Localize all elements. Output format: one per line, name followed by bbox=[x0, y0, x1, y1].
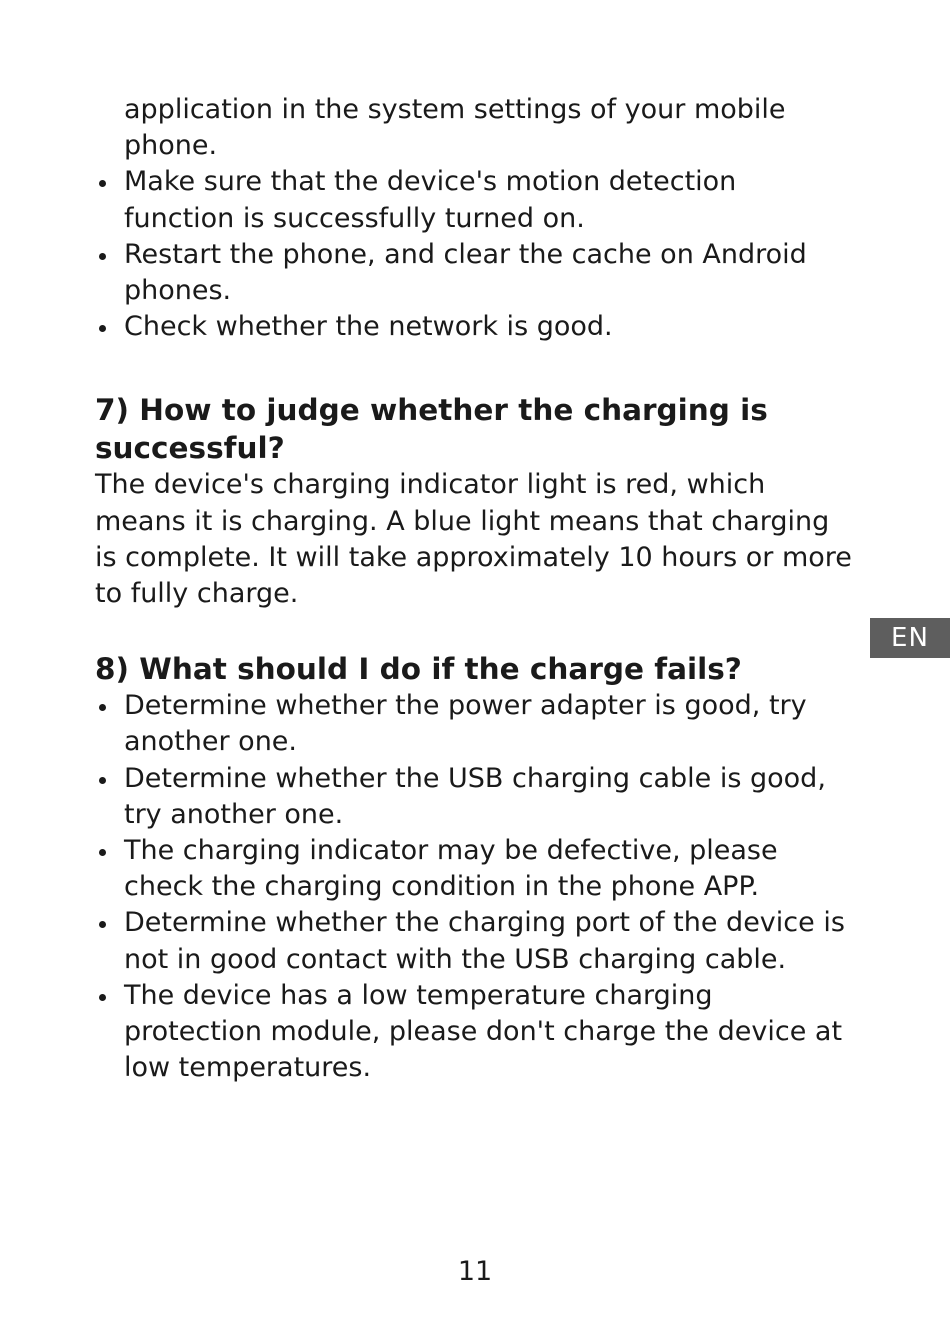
charge-fail-list bbox=[95, 688, 855, 1086]
list-item-continued: application in the system settings of your mobile phone. bbox=[124, 94, 786, 162]
page-number: 11 bbox=[457, 1256, 493, 1287]
section-7-body: The device's charging indicator light is red, which means it is charging. A blue light means that charging is complete. It will take approximately 10 hours or more to fully charge. bbox=[95, 469, 852, 610]
list-item: Determine whether the charging port of the device is not in good contact with the USB charging cable. bbox=[95, 905, 855, 977]
list-item: Make sure that the device's motion detection function is successfully turned on. bbox=[95, 164, 855, 236]
troubleshooting-list bbox=[95, 92, 855, 345]
manual-page-content bbox=[95, 92, 855, 1086]
list-item: Determine whether the power adapter is good, try another one. bbox=[95, 688, 855, 760]
list-item: Determine whether the USB charging cable is good, try another one. bbox=[95, 761, 855, 833]
section-8-heading: 8) What should I do if the charge fails? bbox=[95, 652, 742, 687]
list-item: Check whether the network is good. bbox=[95, 309, 855, 345]
language-tab: EN bbox=[870, 618, 950, 658]
list-item: The charging indicator may be defective, please check the charging condition in the phone APP. bbox=[95, 833, 855, 905]
list-item: The device has a low temperature charging protection module, please don't charge the device at low temperatures. bbox=[95, 978, 855, 1087]
list-item: Restart the phone, and clear the cache on Android phones. bbox=[95, 237, 855, 309]
section-7-heading: 7) How to judge whether the charging is successful? bbox=[95, 393, 768, 466]
